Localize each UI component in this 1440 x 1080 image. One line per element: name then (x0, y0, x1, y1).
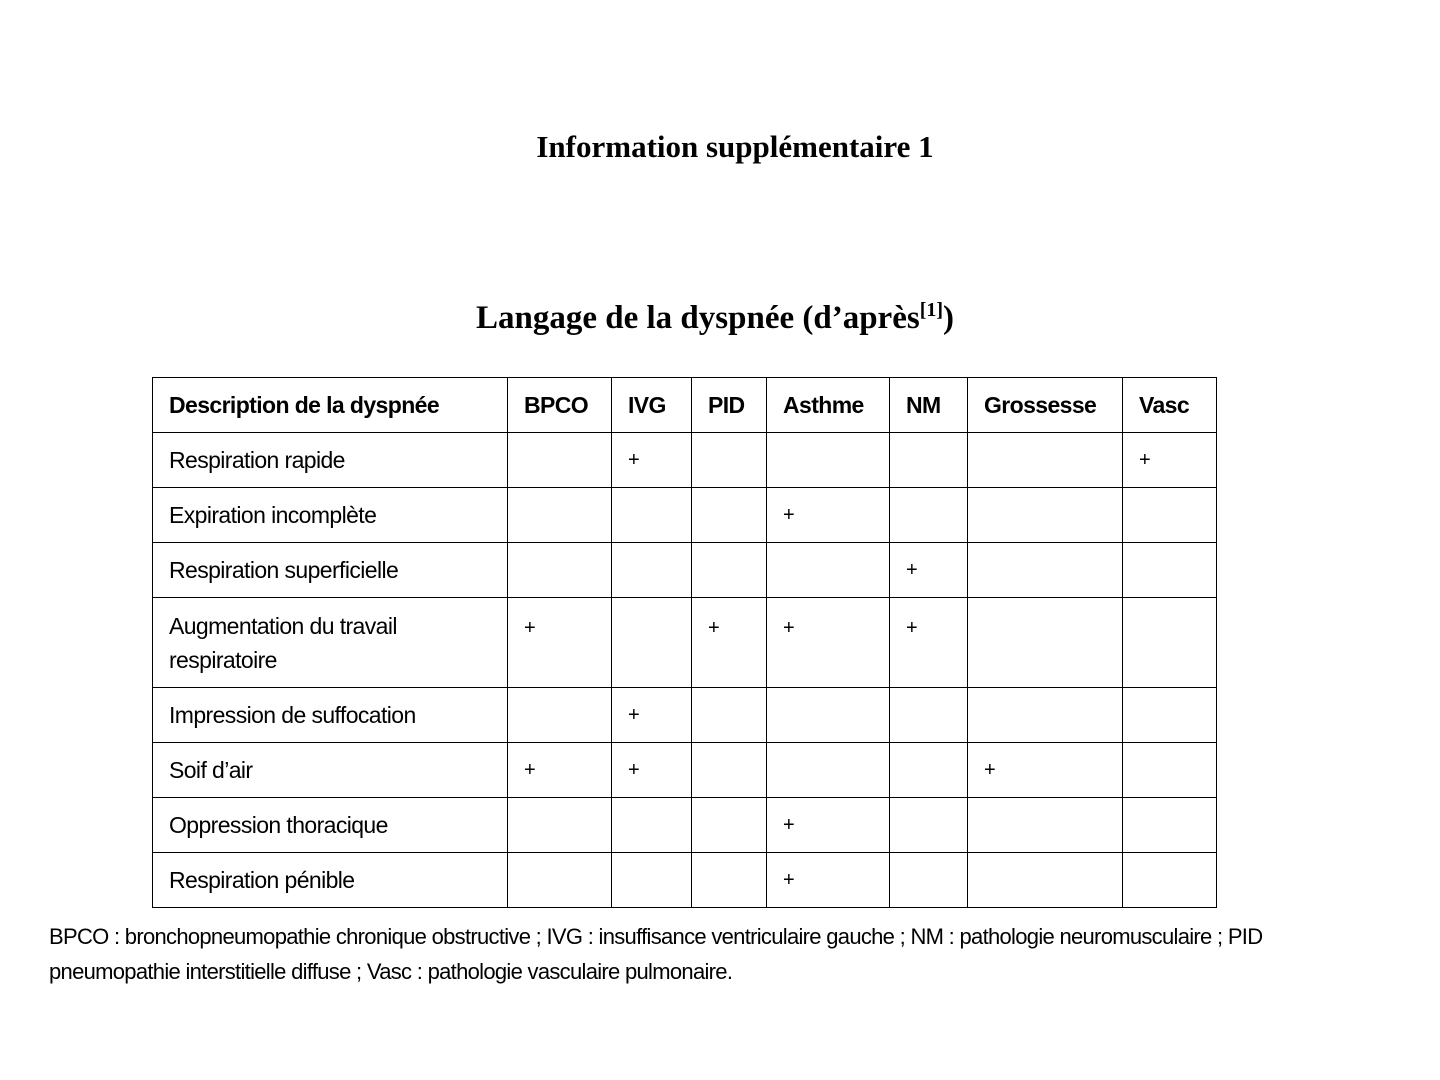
row-description-line: Augmentation du travail (169, 612, 397, 639)
mark-cell (692, 488, 767, 543)
table-title (0, 296, 1430, 344)
mark-cell: + (508, 598, 612, 688)
row-description: Soif d’air (153, 743, 508, 798)
mark-cell: + (612, 688, 692, 743)
mark-cell (968, 853, 1123, 908)
mark-cell: + (968, 743, 1123, 798)
mark-cell (692, 798, 767, 853)
mark-cell (767, 543, 890, 598)
mark-cell: + (1123, 433, 1217, 488)
mark-cell (890, 798, 968, 853)
mark-cell (612, 853, 692, 908)
table-title-text: Langage de la dyspnée (d’après (475, 300, 920, 336)
document-title: Information supplémentaire 1 (536, 129, 934, 164)
table-row (153, 543, 1217, 598)
mark-cell: + (890, 598, 968, 688)
table-row (153, 688, 1217, 743)
mark-cell (1123, 853, 1217, 908)
mark-cell: + (767, 598, 890, 688)
mark-cell (968, 598, 1123, 688)
mark-cell: + (767, 798, 890, 853)
mark-cell (692, 433, 767, 488)
table-title-close: ) (943, 300, 955, 336)
mark-cell (1123, 688, 1217, 743)
dyspnea-table (152, 377, 1217, 908)
header-asthme: Asthme (767, 378, 890, 433)
table-row (153, 743, 1217, 798)
mark-cell (508, 543, 612, 598)
mark-cell (890, 743, 968, 798)
mark-cell (508, 798, 612, 853)
mark-cell (890, 853, 968, 908)
mark-cell (508, 433, 612, 488)
reference-superscript: [1] (919, 299, 944, 321)
mark-cell (612, 488, 692, 543)
header-vasc: Vasc (1123, 378, 1217, 433)
footnote-line: pneumopathie interstitielle diffuse ; Vasc : pathologie vasculaire pulmonaire. (49, 959, 733, 984)
mark-cell (968, 488, 1123, 543)
header-ivg: IVG (612, 378, 692, 433)
table-row (153, 798, 1217, 853)
row-description: Respiration rapide (153, 433, 508, 488)
abbreviations-footnote (49, 919, 1409, 989)
row-description (153, 598, 508, 688)
mark-cell (508, 688, 612, 743)
mark-cell (612, 798, 692, 853)
row-description: Impression de suffocation (153, 688, 508, 743)
mark-cell (968, 433, 1123, 488)
footnote-line: BPCO : bronchopneumopathie chronique obstructive ; IVG : insuffisance ventriculaire gauche ; NM : pathologie neuromusculaire ; PID (49, 924, 1263, 949)
table-row (153, 853, 1217, 908)
header-nm: NM (890, 378, 968, 433)
mark-cell (1123, 488, 1217, 543)
mark-cell (1123, 543, 1217, 598)
mark-cell (767, 743, 890, 798)
header-pid: PID (692, 378, 767, 433)
mark-cell (968, 543, 1123, 598)
mark-cell (890, 688, 968, 743)
mark-cell (508, 488, 612, 543)
mark-cell: + (692, 598, 767, 688)
mark-cell (890, 433, 968, 488)
mark-cell (692, 743, 767, 798)
mark-cell (692, 543, 767, 598)
mark-cell (508, 853, 612, 908)
table-header-row (153, 378, 1217, 433)
mark-cell: + (767, 488, 890, 543)
mark-cell (767, 433, 890, 488)
mark-cell (968, 798, 1123, 853)
mark-cell (1123, 743, 1217, 798)
mark-cell: + (890, 543, 968, 598)
header-bpco: BPCO (508, 378, 612, 433)
row-description: Respiration superficielle (153, 543, 508, 598)
mark-cell (968, 688, 1123, 743)
mark-cell: + (767, 853, 890, 908)
row-description-line: respiratoire (169, 646, 277, 673)
mark-cell (890, 488, 968, 543)
header-grossesse: Grossesse (968, 378, 1123, 433)
table-row (153, 598, 1217, 688)
mark-cell (1123, 798, 1217, 853)
table-row (153, 433, 1217, 488)
row-description: Oppression thoracique (153, 798, 508, 853)
mark-cell (612, 543, 692, 598)
mark-cell (692, 853, 767, 908)
mark-cell (612, 598, 692, 688)
mark-cell: + (612, 433, 692, 488)
mark-cell: + (508, 743, 612, 798)
row-description: Respiration pénible (153, 853, 508, 908)
mark-cell (692, 688, 767, 743)
mark-cell (1123, 598, 1217, 688)
mark-cell: + (612, 743, 692, 798)
mark-cell (767, 688, 890, 743)
header-description: Description de la dyspnée (153, 378, 508, 433)
table-row (153, 488, 1217, 543)
row-description: Expiration incomplète (153, 488, 508, 543)
